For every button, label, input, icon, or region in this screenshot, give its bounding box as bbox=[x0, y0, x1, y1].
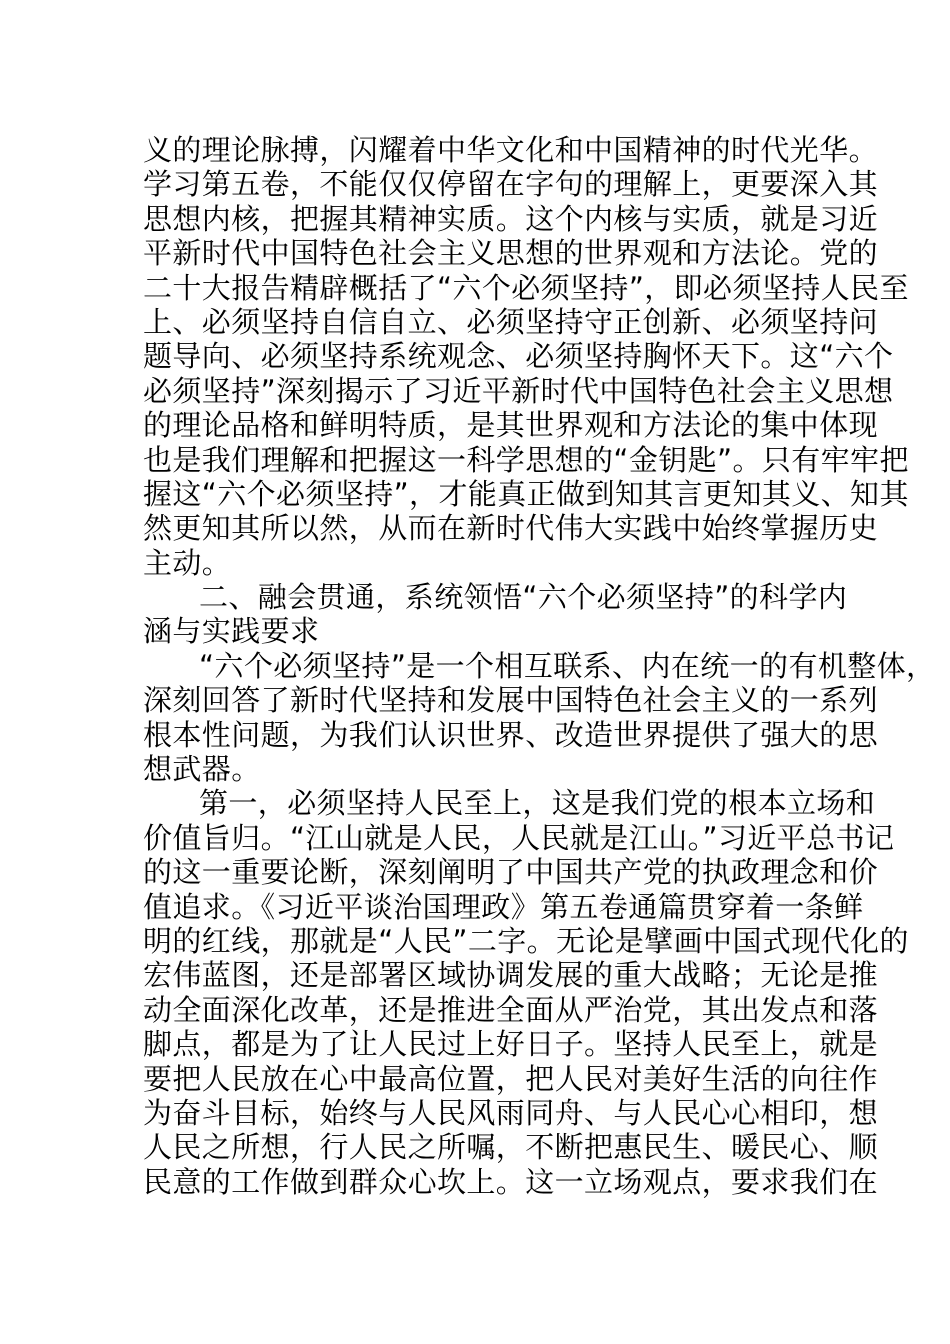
body-line: 学习第五卷，不能仅仅停留在字句的理解上，更要深入其 bbox=[143, 167, 879, 202]
body-line: 握这“六个必须坚持”，才能真正做到知其言更知其义、知其 bbox=[143, 476, 909, 511]
body-line: 然更知其所以然，从而在新时代伟大实践中始终掌握历史 bbox=[143, 511, 879, 546]
body-line: 宏伟蓝图，还是部署区域协调发展的重大战略；无论是推 bbox=[143, 958, 879, 993]
section-heading-line: 涵与实践要求 bbox=[143, 614, 320, 649]
body-line: 明的红线，那就是“人民”二字。无论是擘画中国式现代化的 bbox=[143, 923, 909, 958]
body-line: 题导向、必须坚持系统观念、必须坚持胸怀天下。这“六个 bbox=[143, 339, 894, 374]
body-line: 的理论品格和鲜明特质，是其世界观和方法论的集中体现 bbox=[143, 408, 879, 443]
section-heading-line: 二、融会贯通，系统领悟“六个必须坚持”的科学内 bbox=[199, 580, 848, 615]
body-line: 动全面深化改革，还是推进全面从严治党，其出发点和落 bbox=[143, 992, 879, 1027]
body-line: 的这一重要论断，深刻阐明了中国共产党的执政理念和价 bbox=[143, 855, 879, 890]
body-line: 人民之所想，行人民之所嘱，不断把惠民生、暖民心、顺 bbox=[143, 1130, 879, 1165]
body-line: 价值旨归。“江山就是人民，人民就是江山。”习近平总书记 bbox=[143, 820, 895, 855]
body-line: 深刻回答了新时代坚持和发展中国特色社会主义的一系列 bbox=[143, 683, 879, 718]
body-line: 必须坚持”深刻揭示了习近平新时代中国特色社会主义思想 bbox=[143, 373, 894, 408]
body-line: 为奋斗目标，始终与人民风雨同舟、与人民心心相印，想 bbox=[143, 1095, 879, 1130]
body-line: 思想内核，把握其精神实质。这个内核与实质，就是习近 bbox=[143, 201, 879, 236]
body-line: “六个必须坚持”是一个相互联系、内在统一的有机整体， bbox=[199, 648, 936, 683]
body-line: 主动。 bbox=[143, 545, 232, 580]
body-line: 第一，必须坚持人民至上，这是我们党的根本立场和 bbox=[199, 786, 876, 821]
body-line: 民意的工作做到群众心坎上。这一立场观点，要求我们在 bbox=[143, 1164, 879, 1199]
body-line: 义的理论脉搏，闪耀着中华文化和中国精神的时代光华。 bbox=[143, 133, 879, 167]
body-line: 脚点，都是为了让人民过上好日子。坚持人民至上，就是 bbox=[143, 1027, 879, 1062]
document-body bbox=[143, 133, 936, 1199]
body-line: 二十大报告精辟概括了“六个必须坚持”，即必须坚持人民至 bbox=[143, 270, 909, 305]
body-line: 要把人民放在心中最高位置，把人民对美好生活的向往作 bbox=[143, 1061, 879, 1096]
body-line: 也是我们理解和把握这一科学思想的“金钥匙”。只有牢牢把 bbox=[143, 442, 909, 477]
body-line: 平新时代中国特色社会主义思想的世界观和方法论。党的 bbox=[143, 236, 879, 271]
body-line: 值追求。《习近平谈治国理政》第五卷通篇贯穿着一条鲜 bbox=[143, 889, 864, 924]
body-line: 根本性问题，为我们认识世界、改造世界提供了强大的思 bbox=[143, 717, 879, 752]
body-line: 上、必须坚持自信自立、必须坚持守正创新、必须坚持问 bbox=[143, 304, 879, 339]
body-line: 想武器。 bbox=[143, 752, 261, 787]
